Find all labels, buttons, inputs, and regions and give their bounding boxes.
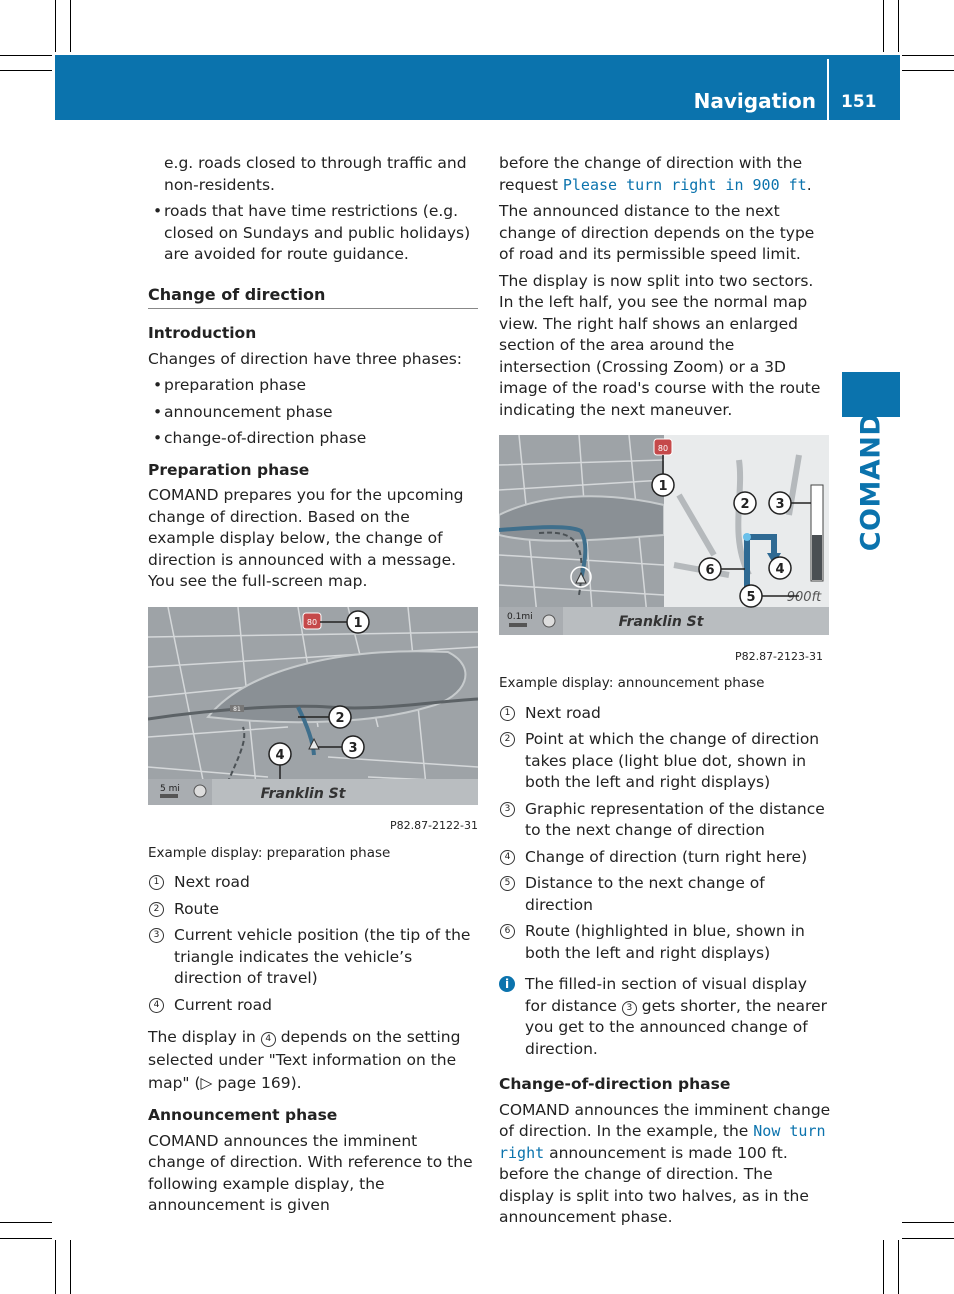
paragraph: COMAND prepares you for the upcoming change of direction. Based on the example display below, the change of direction is announced with a message. You see the full-screen map.: [148, 486, 464, 590]
subheading: Change-of-direction phase: [499, 1075, 731, 1093]
crop-mark: [55, 1240, 56, 1294]
map-figure-announcement: [499, 435, 831, 667]
map-scale: 0.1mi: [507, 612, 533, 622]
legend-item: 2 Point at which the change of direction takes place (light blue dot, shown in both the left and right displays): [499, 729, 831, 794]
header-divider: [827, 59, 829, 120]
svg-text:6: 6: [705, 563, 715, 578]
subheading: Preparation phase: [148, 460, 310, 479]
crop-mark: [0, 1222, 52, 1223]
distance-readout: 900ft: [786, 590, 822, 605]
bullet-item: • preparation phase: [148, 375, 478, 397]
legend-item: 2 Route: [148, 899, 478, 921]
figure-caption: Example display: preparation phase: [148, 844, 391, 861]
figure-caption: Example display: announcement phase: [499, 675, 765, 691]
voice-prompt: Now turn right: [499, 1122, 826, 1162]
legend-item: 1 Next road: [499, 703, 831, 725]
voice-prompt: Please turn right in 900 ft: [562, 175, 807, 194]
side-tab: [842, 372, 900, 417]
crop-mark: [898, 1240, 899, 1294]
section-heading: Change of direction: [148, 284, 478, 310]
svg-text:2: 2: [740, 497, 750, 512]
crop-mark: [902, 1222, 954, 1223]
crop-mark: [898, 0, 899, 52]
crop-mark: [55, 0, 56, 52]
map-image: [499, 435, 829, 635]
map-figure-preparation: [148, 607, 478, 837]
bullet-item: • roads that have time restrictions (e.g. closed on Sundays and public holidays) are avoided for route guidance.: [148, 201, 478, 266]
figure-code: P82.87-2122-31: [389, 819, 478, 832]
paragraph: The announced distance to the next change of direction depends on the type of road and its permissible speed limit.: [499, 202, 815, 263]
paragraph: The display in 4 depends on the setting selected under "Text information on the map" (▷ page 169).: [148, 1028, 461, 1092]
svg-text:3: 3: [775, 497, 785, 512]
paragraph: Changes of direction have three phases:: [148, 349, 463, 368]
paragraph: before the change of direction with the request Please turn right in 900 ft.: [499, 154, 812, 194]
info-note: i The filled-in section of visual display for distance 3 gets shorter, the nearer you get to the announced change of direction.: [499, 974, 831, 1060]
svg-text:1: 1: [658, 479, 668, 494]
crop-mark: [883, 1240, 884, 1294]
page-number: 151: [841, 92, 877, 112]
svg-text:3: 3: [348, 740, 358, 756]
legend-item: 5 Distance to the next change of direction: [499, 873, 831, 916]
legend-item: 4 Current road: [148, 995, 478, 1017]
legend-item: 3 Graphic representation of the distance to the next change of direction: [499, 799, 831, 842]
paragraph: COMAND announces the imminent change of direction. In the example, the Now turn right announcement is made 100 ft. before the change of direction. The display is split into two halves, as in the announcement phase.: [499, 1100, 831, 1226]
crop-mark: [0, 70, 52, 71]
crop-mark: [0, 1238, 52, 1239]
page-header: [55, 55, 900, 120]
map-street-name: Franklin St: [260, 785, 346, 802]
crop-mark: [883, 0, 884, 52]
svg-text:4: 4: [275, 747, 285, 763]
continued-text: e.g. roads closed to through traffic and non-residents.: [164, 154, 467, 194]
crop-mark: [0, 55, 52, 56]
highway-shield: 80: [306, 617, 318, 627]
bullet-item: • announcement phase: [148, 402, 478, 424]
legend-item: 6 Route (highlighted in blue, shown in both the left and right displays): [499, 921, 831, 964]
legend-item: 4 Change of direction (turn right here): [499, 847, 831, 869]
map-scale: 5 mi: [160, 783, 180, 794]
left-column: [148, 153, 478, 1222]
crop-mark: [902, 1238, 954, 1239]
svg-text:2: 2: [335, 710, 345, 726]
road-label: 81: [233, 705, 241, 713]
side-tab-label: COMAND: [855, 412, 887, 552]
crop-mark: [70, 0, 71, 52]
info-icon: i: [499, 976, 515, 992]
highway-shield: 80: [657, 444, 669, 453]
map-image: [148, 607, 478, 805]
crop-mark: [902, 55, 954, 56]
figure-code: P82.87-2123-31: [734, 649, 823, 663]
paragraph: The display is now split into two sectors. In the left half, you see the normal map view. The right half shows an enlarged section of the area around the intersection (Crossing Zoom) or a 3D image of the road's course with the route indicating the next maneuver.: [499, 271, 821, 419]
crop-mark: [70, 1240, 71, 1294]
subheading: Introduction: [148, 324, 257, 342]
subheading: Announcement phase: [148, 1106, 338, 1124]
svg-text:4: 4: [775, 562, 785, 577]
svg-text:1: 1: [353, 615, 363, 631]
legend-item: 1 Next road: [148, 872, 478, 894]
legend-item: 3 Current vehicle position (the tip of the triangle indicates the vehicle’s direction of travel): [148, 925, 478, 990]
map-street-name: Franklin St: [618, 614, 704, 630]
svg-text:5: 5: [746, 590, 756, 605]
crop-mark: [902, 70, 954, 71]
paragraph: COMAND announces the imminent change of direction. With reference to the following example display, the announcement is given: [148, 1131, 473, 1214]
right-column: [499, 153, 831, 1234]
section-title: Navigation: [693, 89, 816, 113]
bullet-item: • change-of-direction phase: [148, 428, 478, 450]
